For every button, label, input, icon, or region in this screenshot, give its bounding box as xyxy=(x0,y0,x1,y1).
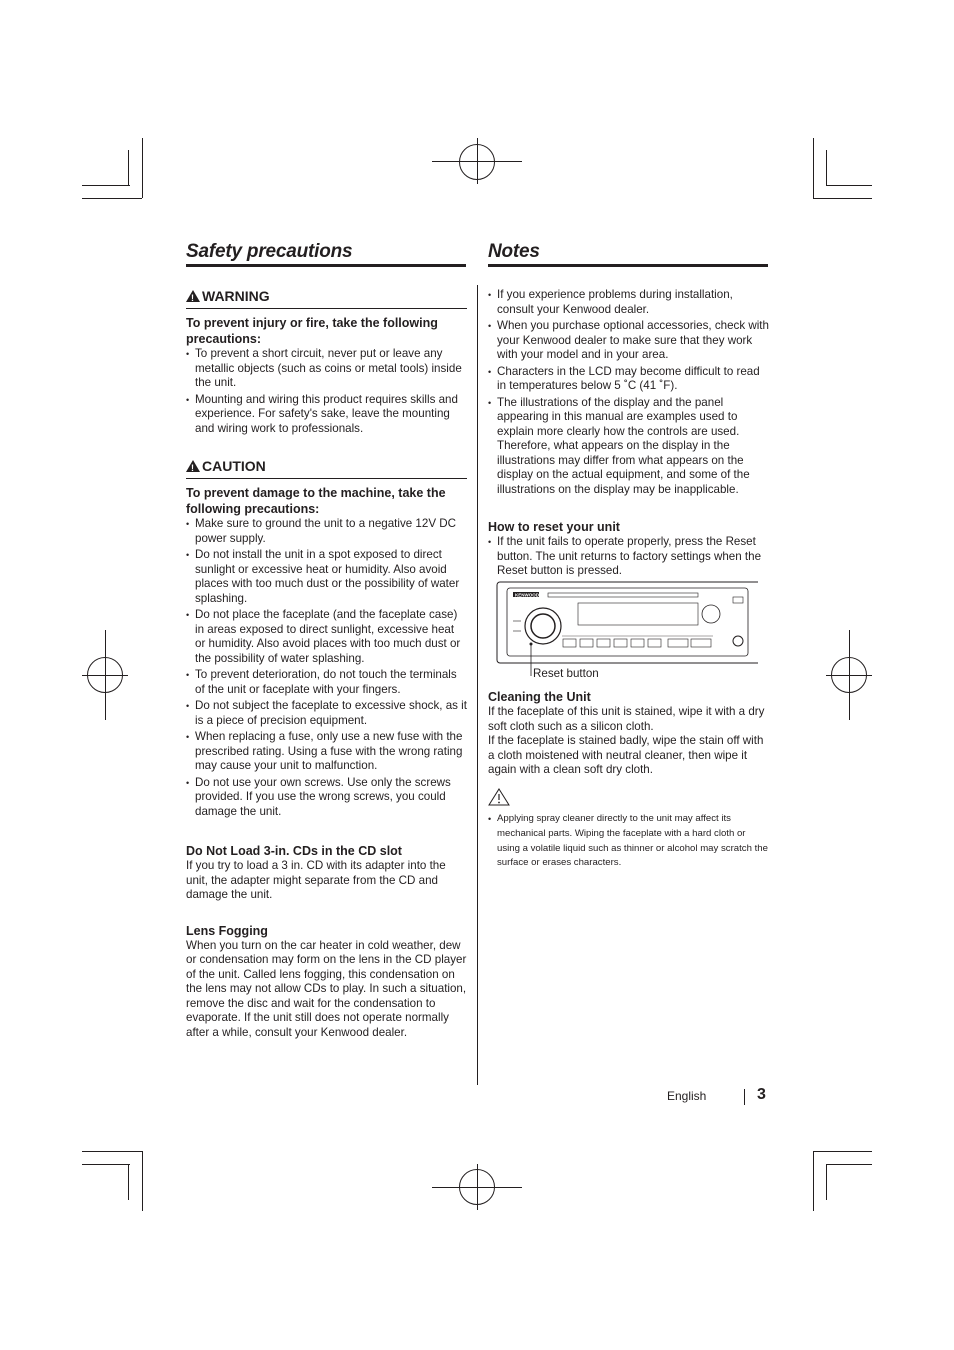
reset-caption: Reset button xyxy=(533,666,599,680)
list-item: • To prevent deterioration, do not touch the terminals of the unit or faceplate with your fingers. xyxy=(186,668,467,697)
reset-heading: How to reset your unit xyxy=(488,520,620,534)
fog-heading: Lens Fogging xyxy=(186,923,268,938)
footer-language: English xyxy=(667,1089,707,1103)
list-item: • Applying spray cleaner directly to the unit may affect its mechanical parts. Wiping the faceplate with a hard cloth or using a volatile liquid such as thinner or alcohol may scratch the surface or erases characters. xyxy=(488,812,769,871)
warning-list xyxy=(186,347,467,436)
cleaning-note-list xyxy=(488,812,769,871)
car-stereo-faceplate-icon xyxy=(488,581,758,681)
list-item: • Characters in the LCD may become difficult to read in temperatures below 5 ˚C (41 ˚F). xyxy=(488,365,769,394)
fog-body: When you turn on the car heater in cold weather, dew or condensation may form on the lens in the CD player of the unit. Called lens fogging, this condensation on the lens may not allow CDs to play. In such a situation, remove the disc and wait for the condensation to evaporate. If the unit still does not operate normally after a while, consult your Kenwood dealer. xyxy=(186,938,467,1039)
footer-separator xyxy=(744,1089,745,1105)
page-number: 3 xyxy=(757,1086,766,1103)
cleaning-body-2: If the faceplate is stained badly, wipe the stain off with a cloth moistened with neutral cleaner, then wipe it again with a clean soft dry cloth. xyxy=(488,734,764,776)
list-item: • Do not use your own screws. Use only the screws provided. If you use the wrong screws, you could damage the unit. xyxy=(186,776,467,820)
list-item: • If you experience problems during installation, consult your Kenwood dealer. xyxy=(488,288,769,317)
cleaning-heading: Cleaning the Unit xyxy=(488,690,591,704)
reset-list xyxy=(488,535,769,579)
column-divider xyxy=(477,285,478,1085)
caution-triangle-icon xyxy=(186,460,200,472)
caution-outline-icon xyxy=(488,788,510,806)
list-item: • To prevent a short circuit, never put or leave any metallic objects (such as coins or metal tools) inside the unit. xyxy=(186,347,467,391)
list-item: • The illustrations of the display and the panel appearing in this manual are examples used to explain more clearly how the controls are used. Therefore, what appears on the display in the illustrations may differ from what appears on the display on the actual equipment, and some of the illustrations on the display may be inapplicable. xyxy=(488,396,769,498)
head-unit-illustration xyxy=(488,581,758,681)
left-column xyxy=(186,286,467,1040)
list-item: • Do not place the faceplate (and the faceplate case) in areas exposed to direct sunlight, excessive heat or humidity. Also avoid places with too much dust or the possibility of water splashing. xyxy=(186,608,467,666)
left-title-rule xyxy=(186,264,466,267)
cd-heading: Do Not Load 3-in. CDs in the CD slot xyxy=(186,844,402,858)
right-page-title: Notes xyxy=(488,241,540,262)
right-column xyxy=(488,288,769,873)
warning-triangle-icon xyxy=(186,290,200,302)
list-item: • When you purchase optional accessories, check with your Kenwood dealer to make sure that they work with your model and in your area. xyxy=(488,319,769,363)
warning-heading: ! WARNING xyxy=(186,286,467,306)
brand-logo: KENWOOD xyxy=(515,592,539,597)
caution-heading: ! CAUTION xyxy=(186,456,467,476)
notes-list xyxy=(488,288,769,497)
left-page-title: Safety precautions xyxy=(186,241,353,262)
list-item: • When replacing a fuse, only use a new fuse with the prescribed rating. Using a fuse with the wrong rating may cause your unit to malfunction. xyxy=(186,730,467,774)
warning-rule xyxy=(186,308,467,309)
caution-rule xyxy=(186,478,467,479)
warning-subhead: To prevent injury or fire, take the following precautions: xyxy=(186,316,438,346)
right-title-rule xyxy=(488,264,768,267)
list-item: • Mounting and wiring this product requires skills and experience. For safety's sake, leave the mounting and wiring work to professionals. xyxy=(186,393,467,437)
caution-subhead: To prevent damage to the machine, take the following precautions: xyxy=(186,486,446,516)
list-item: • Do not install the unit in a spot exposed to direct sunlight or excessive heat or humidity. Also avoid places with too much dust or the possibility of water splashing. xyxy=(186,548,467,606)
cd-body: If you try to load a 3 in. CD with its adapter into the unit, the adapter might separate from the CD and damage the unit. xyxy=(186,859,446,901)
list-item: • Make sure to ground the unit to a negative 12V DC power supply. xyxy=(186,517,467,546)
list-item: • If the unit fails to operate properly, press the Reset button. The unit returns to factory settings when the Reset button is pressed. xyxy=(488,535,769,579)
caution-list xyxy=(186,517,467,819)
cleaning-body-1: If the faceplate of this unit is stained, wipe it with a dry soft cloth such as a silicon cloth. xyxy=(488,705,765,733)
list-item: • Do not subject the faceplate to excessive shock, as it is a piece of precision equipment. xyxy=(186,699,467,728)
